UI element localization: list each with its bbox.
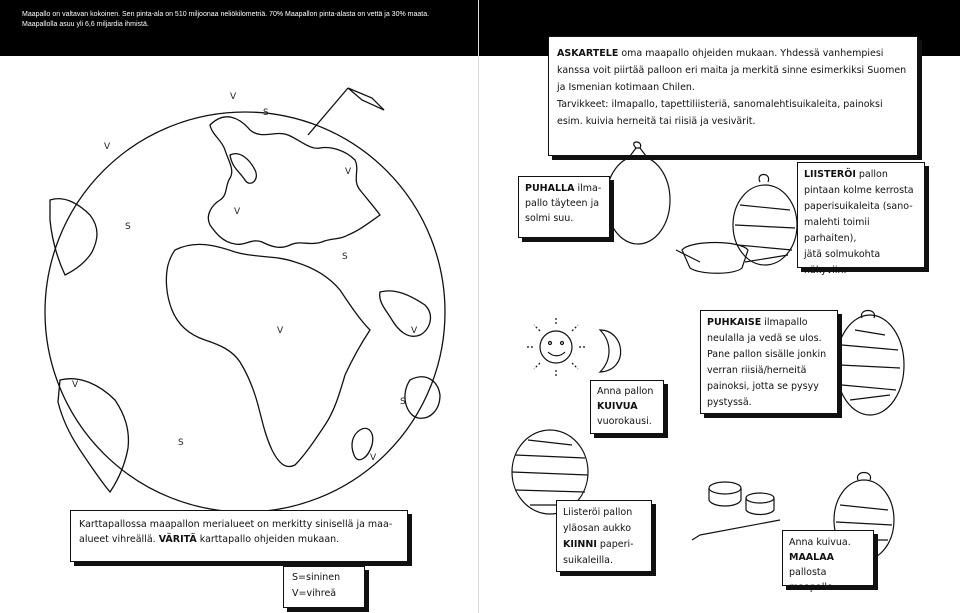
puhalla-heading: PUHALLA — [525, 183, 575, 194]
map-letter-s: S — [178, 438, 184, 448]
map-letter-v: V — [370, 453, 377, 463]
map-letter-v: V — [234, 207, 241, 217]
legend-green: V=vihreä — [292, 588, 337, 599]
step-kuivua: Anna pallon KUIVUA vuorokausi. — [590, 380, 664, 434]
map-letter-v: V — [72, 380, 79, 390]
map-letter-s: S — [263, 108, 269, 118]
caption-line-1: Karttapallossa maapallon merialueet on merkitty sinisellä ja maa- — [79, 519, 393, 530]
intro-text: ASKARTELE oma maapallo ohjeiden mukaan. Yhdessä vanhempiesi kanssa voit piirtää palloon eri maita ja merkitä sinne esimerkiksi Suomen ja Ismenian kotimaan Chilen. — [557, 48, 907, 93]
intro-supplies: Tarvikkeet: ilmapallo, tapettiliisteriä, sanomalehtisuikaleita, painoksi esim. kuivia herneitä tai riisiä ja vesivärit. — [557, 99, 883, 127]
kiinni-heading: KIINNI — [563, 539, 597, 550]
map-letter-s: S — [400, 397, 406, 407]
intro-heading: ASKARTELE — [557, 48, 619, 59]
liisteroi-heading: LIISTERÖI — [804, 169, 856, 180]
map-letter-v: V — [230, 92, 237, 102]
map-letter-v: V — [345, 167, 352, 177]
step-liisteroi: LIISTERÖI pallon pintaan kolme kerrosta paperisuikaleita (sano- malehti toimii parhaiten), jätä solmukohta näkyviin. — [797, 162, 925, 268]
caption-line-2: alueet vihreällä. VÄRITÄ karttapallo ohjeiden mukaan. — [79, 534, 340, 545]
map-letter-s: S — [342, 252, 348, 262]
step-puhkaise: PUHKAISE ilmapallo neulalla ja vedä se ulos. Pane pallon sisälle jonkin verran riisiä/herneitä painoksi, jotta se pysyy pystyssä. — [700, 310, 838, 414]
caption-heading: VÄRITÄ — [158, 534, 197, 545]
step-maalaa: Anna kuivua. MAALAA pallosta maapallo. — [782, 530, 874, 586]
info-line-1: Maapallo on valtavan kokoinen. Sen pinta-ala on 510 miljoonaa neliökilometriä. 70% Maapallon pinta-alasta on vettä ja 30% maata. — [22, 11, 430, 18]
legend-blue: S=sininen — [292, 572, 341, 583]
map-letter-v: V — [411, 326, 418, 336]
info-line-2: Maapallolla asuu yli 6,6 miljardia ihmistä. — [22, 21, 149, 28]
step-puhalla: PUHALLA ilma- pallo täyteen ja solmi suu. — [518, 176, 610, 238]
map-letter-s: S — [125, 222, 131, 232]
kuivua-heading: KUIVUA — [597, 401, 638, 412]
step-kiinni: Liisteröi pallon yläosan aukko KIINNI paperi- suikaleilla. — [556, 500, 652, 572]
puhkaise-heading: PUHKAISE — [707, 317, 762, 328]
map-letter-v: V — [277, 326, 284, 336]
map-letter-v: V — [104, 142, 111, 152]
maalaa-heading: MAALAA — [789, 552, 834, 563]
